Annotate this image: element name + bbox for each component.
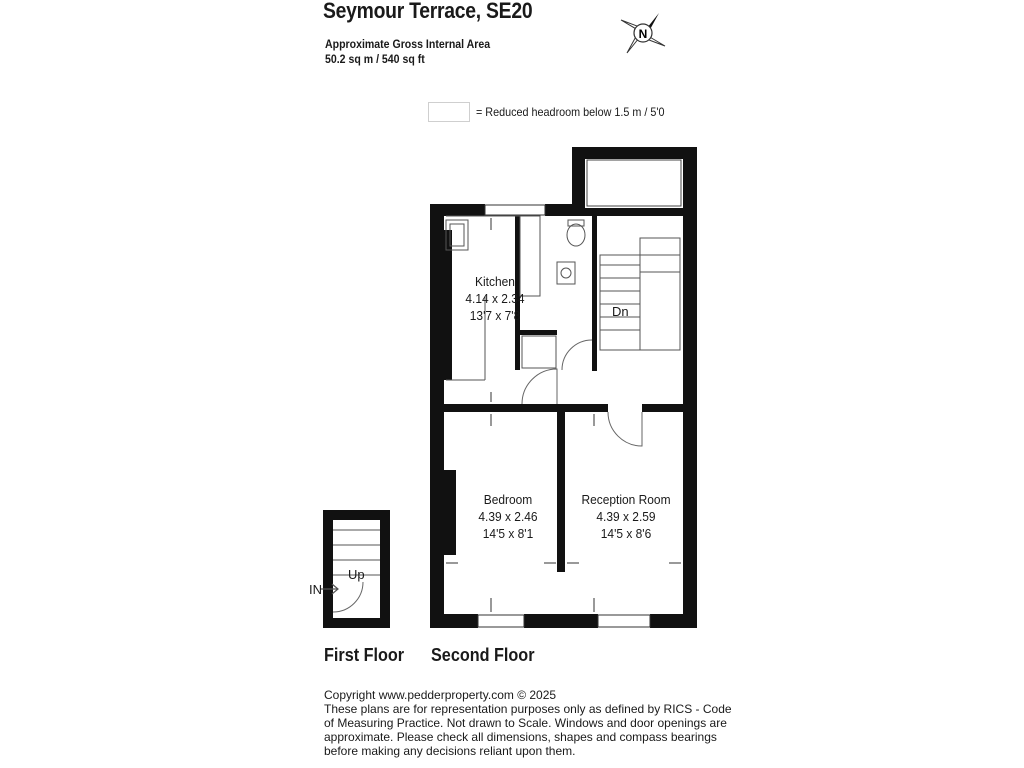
roof-area [587,160,681,206]
kitchen-metric: 4.14 x 2.34 [465,291,525,306]
plan-title: Seymour Terrace, SE20 [323,0,533,23]
walls [323,147,697,628]
area-label: Approximate Gross Internal Area [325,37,491,51]
bedroom-imperial: 14'5 x 8'1 [482,526,534,541]
reception-name: Reception Room [581,492,671,507]
entrance-label: IN [309,582,322,597]
reception-imperial: 14'5 x 8'6 [600,526,652,541]
bedroom-name: Bedroom [483,492,533,507]
room-reception [580,491,672,542]
reception-metric: 4.39 x 2.59 [596,509,656,524]
door-swings [333,340,642,612]
room-bedroom [471,491,545,542]
bedroom-metric: 4.39 x 2.46 [478,509,538,524]
stairs-down-label: Dn [612,304,629,319]
disclaimer-text: These plans are for representation purposes only as defined by RICS - Code of Measuring Practice. Not drawn to Scale. Windows and door openings are approximate. Please check all dimensions, shapes and compass bearings before making any decisions reliant upon them. [324,702,732,758]
stairs-up-label: Up [348,567,365,582]
footer [324,688,744,758]
compass-north-letter: N [638,27,648,41]
room-kitchen [458,273,532,324]
copyright-text: Copyright www.pedderproperty.com © 2025 [324,688,557,702]
kitchen-imperial: 13'7 x 7'8 [469,308,521,323]
kitchen-name: Kitchen [475,274,515,289]
first-floor-label: First Floor [324,645,405,665]
legend-text: = Reduced headroom below 1.5 m / 5'0 [476,105,665,119]
area-value: 50.2 sq m / 540 sq ft [325,52,425,66]
second-floor-label: Second Floor [431,645,535,665]
stairs-down [600,238,680,350]
